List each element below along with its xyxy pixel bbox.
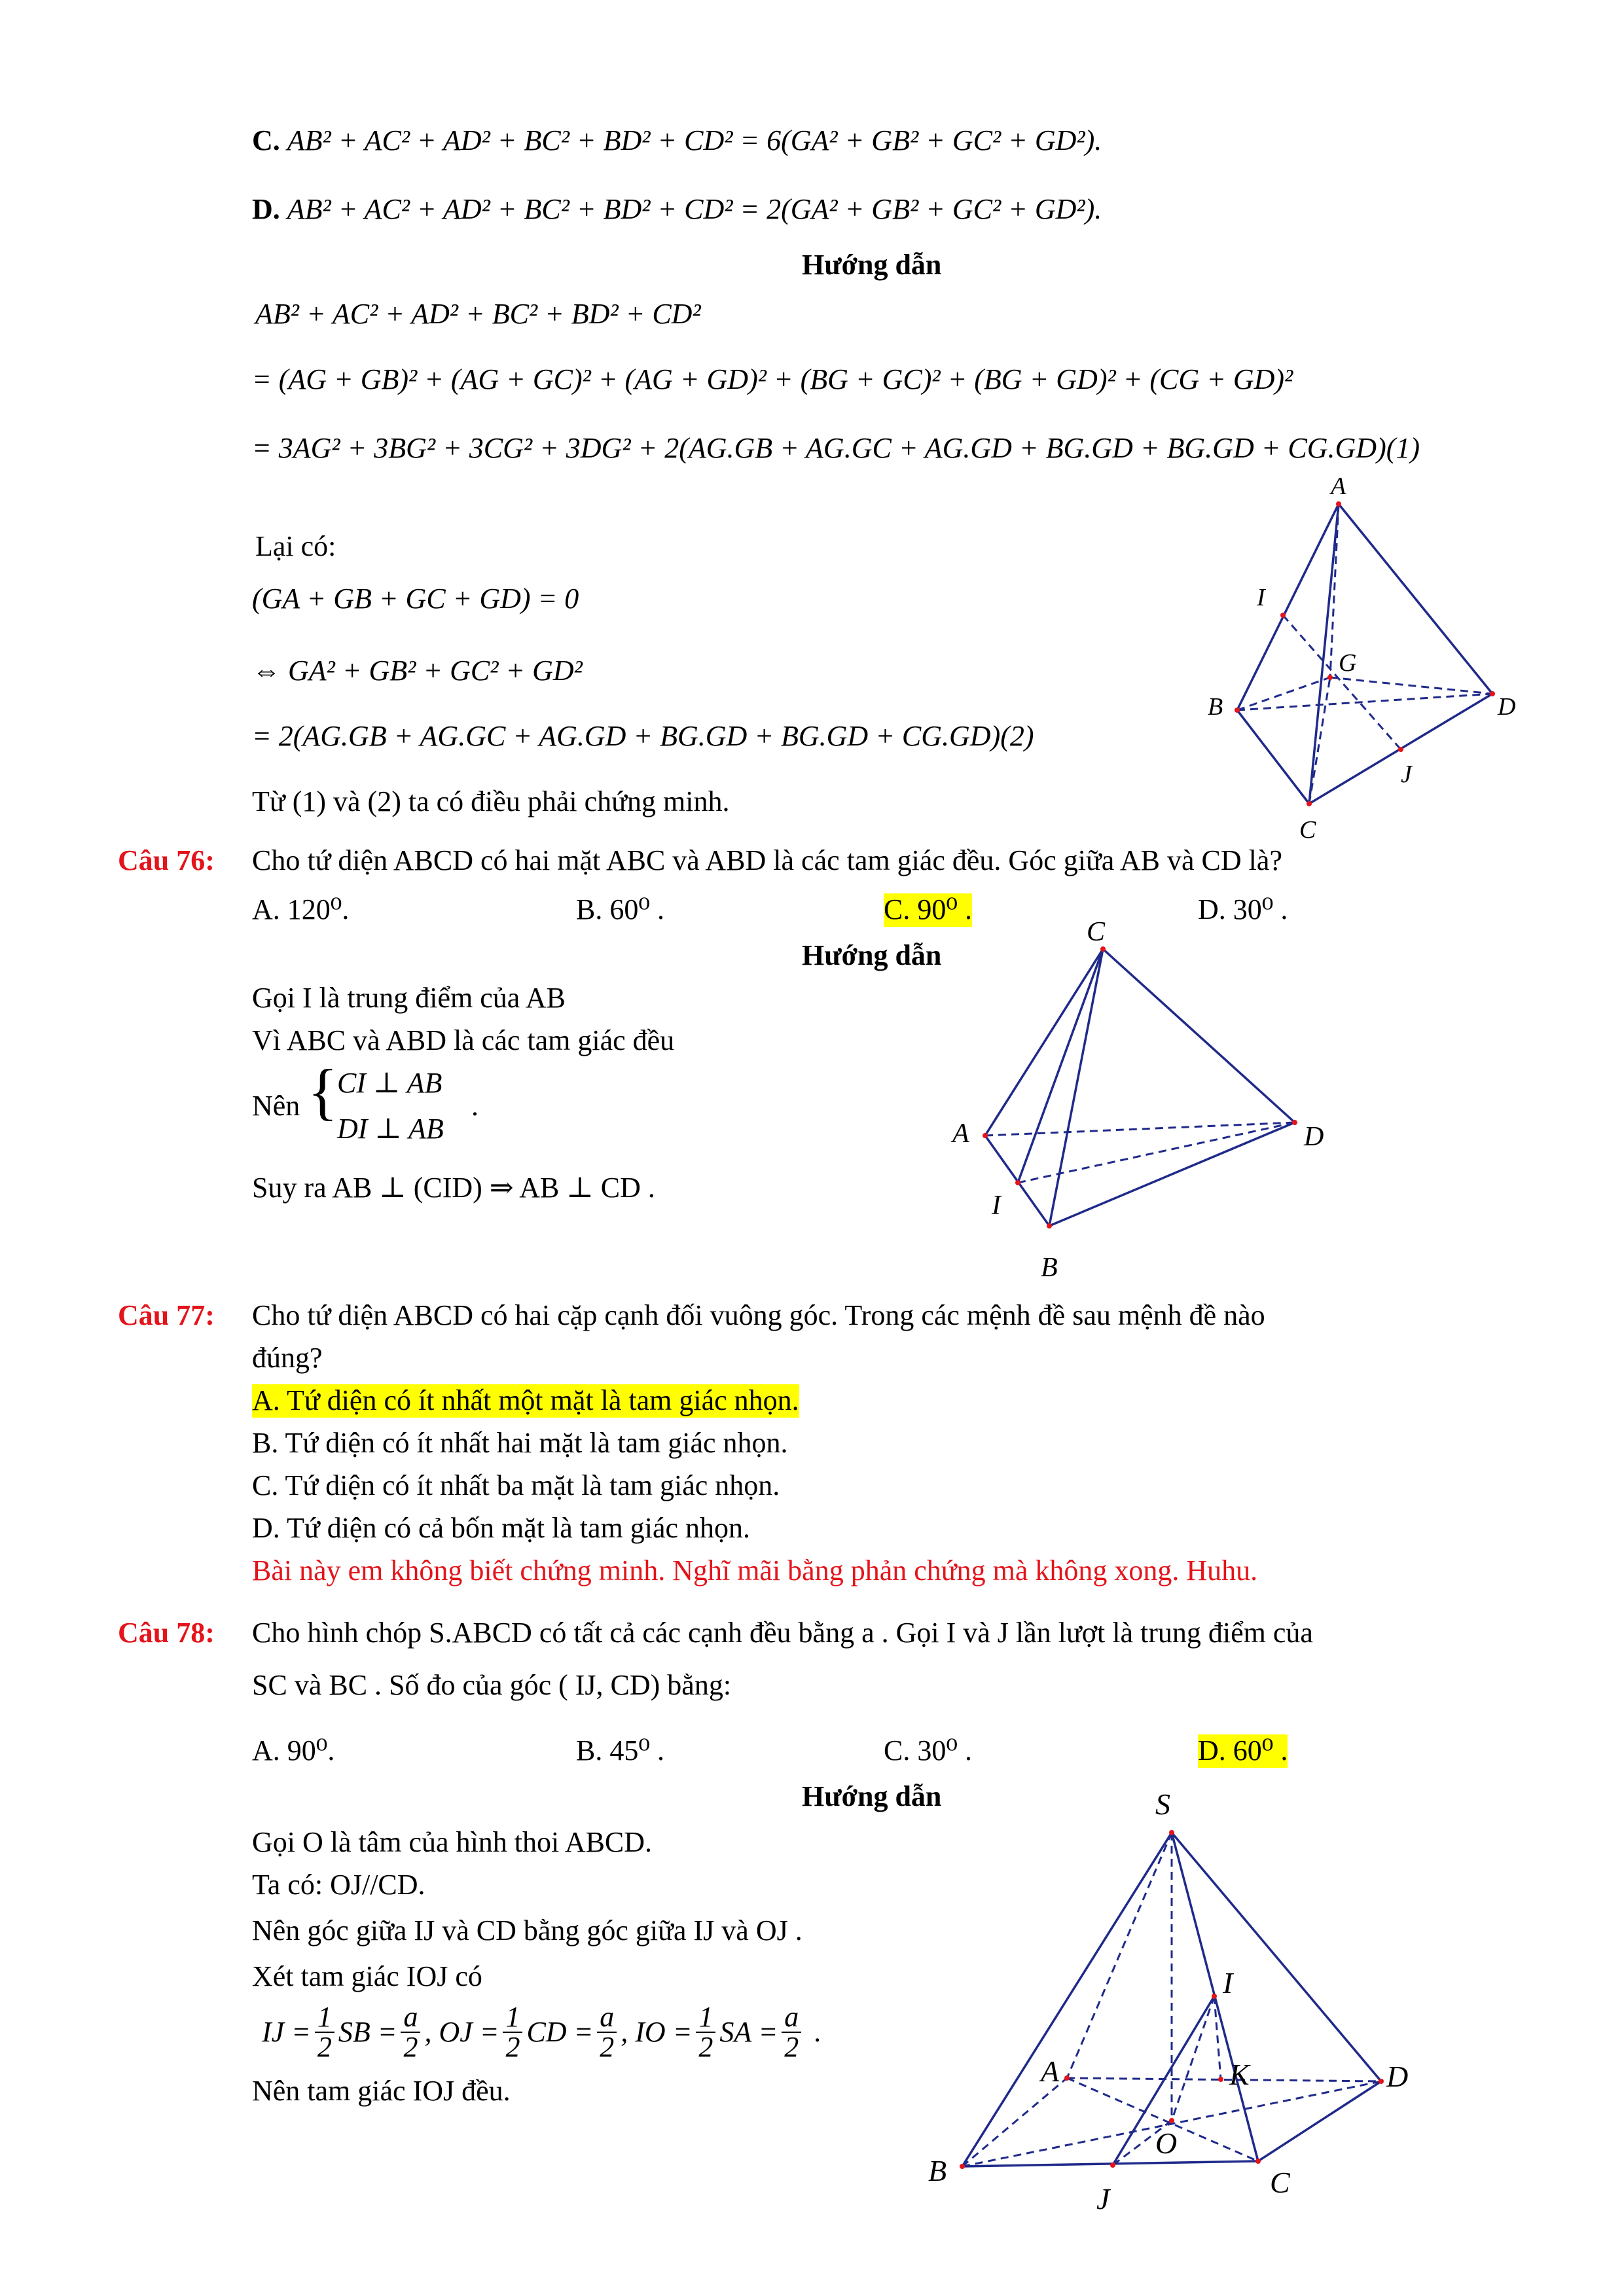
q78-question-line-2: SC và BC . Số đo của góc ( IJ, CD) bằng: (252, 1669, 732, 1701)
fraction-half: $\frac{1}{2}$ (503, 2003, 522, 2062)
label-b: B (928, 2154, 947, 2187)
q75-line-6: = 2(AG.GB + AG.GC + AG.GD + BG.GD + BG.GD + CG.GD)(2) (252, 720, 1034, 752)
label-i: I (1257, 584, 1265, 611)
q75-line-3: = 3AG² + 3BG² + 3CG² + 3DG² + 2(AG.GB + AG.GC + AG.GD + BG.GD + BG.GD + CG.GD)(1) (252, 432, 1420, 464)
q77-question-line-1: Cho tứ diện ABCD có hai cặp cạnh đối vuông góc. Trong các mệnh đề sau mệnh đề nào (252, 1299, 1265, 1331)
q75-option-d (252, 193, 1102, 226)
point-c (1307, 801, 1312, 806)
q75-tetrahedron-figure (1191, 471, 1532, 851)
q75-option-d-text: AB² + AC² + AD² + BC² + BD² + CD² = 2(GA² + GB² + GC² + GD²). (287, 193, 1102, 225)
q77-label: Câu 77: (118, 1299, 215, 1331)
edge-cd (1103, 949, 1295, 1122)
label-d: D (1498, 693, 1516, 721)
point-j (1110, 2162, 1115, 2168)
point-b (1047, 1223, 1052, 1229)
q76-guide-1: Gọi I là trung điểm của AB (252, 982, 566, 1014)
q77-option-c: C. Tứ diện có ít nhất ba mặt là tam giác nhọn. (252, 1469, 780, 1501)
point-o (1169, 2118, 1174, 2123)
label-s: S (1155, 1787, 1170, 1821)
edge-ad (1067, 2078, 1381, 2081)
point-g (1327, 675, 1333, 680)
q75-option-c-label: C. (252, 124, 280, 156)
point-d (1490, 691, 1495, 696)
q76-guide-3-prefix: Nên (252, 1090, 300, 1122)
point-d (1292, 1120, 1297, 1125)
q77-option-d: D. Tứ diện có cả bốn mặt là tam giác nhọn. (252, 1512, 751, 1544)
q77-option-a: A. Tứ diện có ít nhất một mặt là tam giác nhọn. (252, 1384, 799, 1416)
point-b (1235, 708, 1240, 713)
label-o: O (1155, 2126, 1178, 2160)
q78-io-eq: , IO = (621, 2015, 693, 2048)
q75-conclusion: Từ (1) và (2) ta có điều phải chứng minh. (252, 785, 730, 817)
line-di (1018, 1122, 1295, 1183)
fraction-a-half: $\frac{a}{2}$ (401, 2003, 420, 2062)
label-a: A (952, 1119, 969, 1149)
point-a (1336, 501, 1341, 507)
q76-option-b: B. 60⁰ . (576, 893, 664, 925)
q78-ij-eq: IJ = (262, 2015, 311, 2048)
q75-option-d-label: D. (252, 193, 280, 225)
label-k: K (1229, 2058, 1250, 2091)
line-gd (1330, 677, 1492, 694)
q75-line-2: = (AG + GB)² + (AG + GC)² + (AG + GD)² + (BG + GC)² + (BG + GD)² + (CG + GD)² (252, 363, 1293, 395)
q76-guide-3b: DI ⊥ AB (337, 1113, 444, 1145)
label-c: C (1087, 917, 1106, 947)
q75-guide-title: Hướng dẫn (802, 249, 942, 281)
fraction-a-half: $\frac{a}{2}$ (597, 2003, 617, 2062)
q78-label: Câu 78: (118, 1617, 215, 1649)
label-a: A (1331, 473, 1346, 500)
q77-question-line-2: đúng? (252, 1342, 323, 1374)
q76-option-d: D. 30⁰ . (1198, 893, 1288, 925)
point-j (1398, 747, 1403, 752)
q78-option-b: B. 45⁰ . (576, 1734, 664, 1767)
q75-line-5: ⇔ GA² + GB² + GC² + GD² (252, 655, 583, 687)
q78-guide-4: Xét tam giác IOJ có (252, 1960, 482, 1992)
q76-question: Cho tứ diện ABCD có hai mặt ABC và ABD là các tam giác đều. Góc giữa AB và CD là? (252, 844, 1282, 876)
label-j: J (1401, 761, 1412, 788)
fraction-half: $\frac{1}{2}$ (696, 2003, 715, 2062)
q78-sa-eq: SA = (719, 2015, 778, 2048)
q78-pyramid-figure (923, 1774, 1460, 2245)
q78-option-a: A. 90⁰. (252, 1734, 335, 1767)
q77-note: Bài này em không biết chứng minh. Nghĩ mãi bằng phản chứng mà không xong. Huhu. (252, 1554, 1258, 1587)
point-i (1280, 613, 1286, 618)
label-g: G (1339, 649, 1357, 677)
q76-guide-2: Vì ABC và ABD là các tam giác đều (252, 1024, 675, 1056)
q78-guide-5 (262, 2003, 821, 2062)
label-i: I (1223, 1966, 1233, 2000)
edge-ab (1237, 504, 1339, 710)
q76-guide-3a: CI ⊥ AB (337, 1067, 442, 1099)
label-d: D (1386, 2060, 1409, 2093)
q76-label: Câu 76: (118, 844, 215, 876)
label-i: I (992, 1191, 1001, 1221)
q78-oj-eq: , OJ = (424, 2015, 499, 2048)
q75-line-1: AB² + AC² + AD² + BC² + BD² + CD² (255, 298, 701, 330)
q76-tetrahedron-figure (929, 913, 1362, 1293)
label-b: B (1208, 693, 1223, 721)
label-c: C (1270, 2166, 1290, 2199)
point-b (960, 2164, 965, 2169)
edge-ac (1309, 504, 1339, 804)
q76-option-a: A. 120⁰. (252, 893, 350, 925)
q78-option-c: C. 30⁰ . (884, 1734, 972, 1767)
q77-option-b: B. Tứ diện có ít nhất hai mặt là tam giác nhọn. (252, 1427, 788, 1459)
q78-guide-title: Hướng dẫn (802, 1780, 942, 1812)
edge-sb (962, 1833, 1172, 2166)
point-k (1218, 2077, 1223, 2082)
q76-guide-title: Hướng dẫn (802, 939, 942, 971)
fraction-a-half: $\frac{a}{2}$ (782, 2003, 801, 2062)
q78-guide-6: Nên tam giác IOJ đều. (252, 2075, 511, 2107)
q75-line-4: (GA + GB + GC + GD) = 0 (252, 583, 579, 615)
q76-option-c: C. 90⁰ . (884, 893, 972, 925)
q78-cd-eq: CD = (526, 2015, 594, 2048)
q75-lai-co: Lại có: (255, 530, 336, 562)
q75-option-c (252, 124, 1102, 158)
edge-ci (1018, 949, 1103, 1183)
edge-bc (1237, 710, 1309, 804)
edge-cd (1258, 2081, 1381, 2161)
label-c: C (1299, 816, 1316, 844)
q78-guide-3: Nên góc giữa IJ và CD bằng góc giữa IJ và OJ . (252, 1914, 803, 1946)
point-d (1379, 2079, 1384, 2084)
point-c (1100, 946, 1106, 952)
edge-ba (962, 2078, 1067, 2166)
q78-option-d: D. 60⁰ . (1198, 1734, 1288, 1767)
point-a (983, 1133, 988, 1138)
edge-ad (985, 1122, 1295, 1136)
edge-sd (1172, 1833, 1381, 2081)
label-a: A (1041, 2054, 1060, 2088)
point-i (1015, 1180, 1020, 1185)
point-s (1169, 1830, 1174, 1835)
q78-question-line-1: Cho hình chóp S.ABCD có tất cả các cạnh đều bằng a . Gọi I và J lần lượt là trung điểm của (252, 1617, 1313, 1649)
point-a (1064, 2075, 1070, 2081)
point-c (1255, 2159, 1261, 2164)
point-i (1212, 1994, 1217, 1999)
q75-option-c-text: AB² + AC² + AD² + BC² + BD² + CD² = 6(GA² + GB² + GC² + GD²). (287, 124, 1102, 156)
q78-sb-eq: SB = (338, 2015, 397, 2048)
fraction-half: $\frac{1}{2}$ (315, 2003, 334, 2062)
label-j: J (1096, 2182, 1110, 2215)
edge-ad (1339, 504, 1492, 694)
q78-end: . (814, 2015, 822, 2048)
line-ag (1330, 504, 1339, 677)
q76-guide-4: Suy ra AB ⊥ (CID) ⇒ AB ⊥ CD . (252, 1172, 655, 1204)
q76-brace: { (308, 1056, 338, 1126)
edge-sa (1067, 1833, 1172, 2078)
label-b: B (1041, 1253, 1058, 1283)
q78-guide-2: Ta có: OJ//CD. (252, 1869, 425, 1901)
edge-bd (1049, 1122, 1295, 1226)
q78-guide-1: Gọi O là tâm của hình thoi ABCD. (252, 1826, 653, 1858)
edge-bc (962, 2161, 1258, 2166)
q76-guide-3-dot: . (471, 1090, 478, 1122)
label-d: D (1304, 1122, 1324, 1152)
